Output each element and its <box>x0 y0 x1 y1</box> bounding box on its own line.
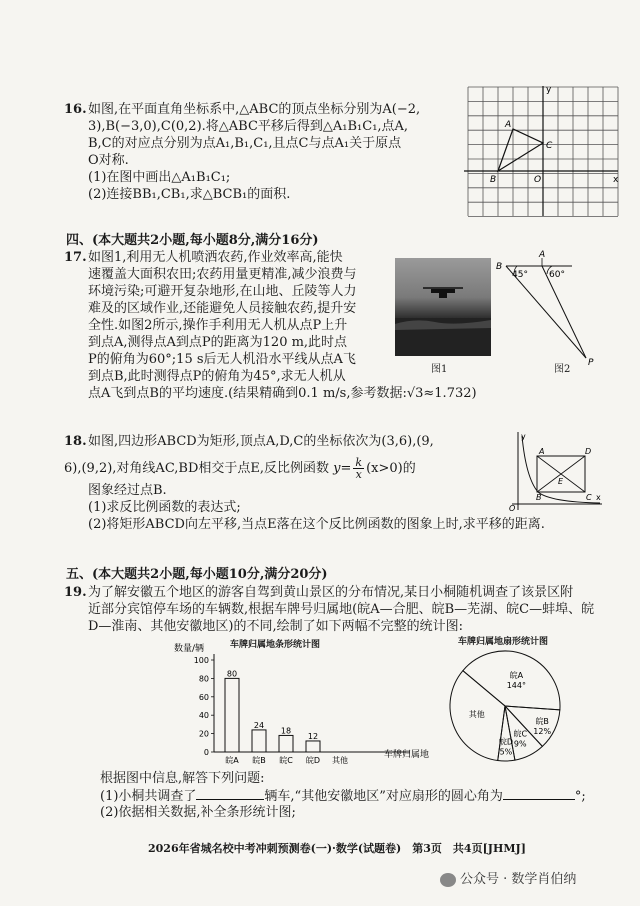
bar-y-tick-label: 80 <box>198 674 209 684</box>
drone-photo <box>395 258 491 356</box>
q19-number: 19. <box>64 585 87 600</box>
q18-formula-y: y= <box>333 461 352 476</box>
q18-label-b: B <box>536 493 542 502</box>
q16-text <box>88 101 420 203</box>
bar-y-tick-label: 0 <box>203 748 209 757</box>
q19-line: D—淮南、其他安徽地区)的不同,绘制了如下两幅不完整的统计图: <box>88 619 464 634</box>
bar <box>279 735 293 752</box>
q17-line: 速覆盖大面积农田;农药用量更精准,减少浪费与 <box>88 267 357 282</box>
q16-label-origin: O <box>534 175 542 185</box>
q17-line: 点A飞到点B的平均速度.(结果精确到0.1 m/s,参考数据:√3≈1.732) <box>88 386 477 401</box>
q18-label-d: D <box>585 447 592 456</box>
footer-text: 2026年省城名校中考冲刺预测卷(一)·数学(试题卷) 第3页 共4页[JHMJ] <box>148 842 526 855</box>
pie-value-label: 9% <box>513 739 527 749</box>
q18-line2-text: 6),(9,2),对角线AC,BD相交于点E,反比例函数 <box>64 461 330 476</box>
pie-value-label: 12% <box>533 726 552 736</box>
q17-fig2-angle-45: 45° <box>512 270 528 280</box>
q16-label-a: A <box>505 120 512 130</box>
q18-line2 <box>64 457 416 480</box>
q16-label-b: B <box>490 175 497 185</box>
fig1-label: 图1 <box>431 364 448 375</box>
q16-label-c: C <box>546 141 553 151</box>
q16-part2: (2)连接BB₁,CB₁,求△BCB₁的面积. <box>88 187 291 202</box>
q17-line: 如图1,利用无人机喷洒农药,作业效率高,能快 <box>88 250 343 265</box>
q17-line: 到点B,此时测得点P的俯角为45°,求无人机从 <box>88 369 346 384</box>
q16-grid-figure <box>458 80 624 220</box>
bar-y-tick-label: 60 <box>198 692 209 702</box>
bar-y-tick-label: 20 <box>198 729 209 739</box>
wechat-icon <box>440 873 456 887</box>
bar-data-label: 18 <box>280 726 292 736</box>
q19-line: 为了解安徽五个地区的游客自驾到黄山景区的分布情况,某日小桐随机调查了该景区附 <box>88 585 574 600</box>
q18-part1: (1)求反比例函数的表达式; <box>88 500 241 515</box>
pie-slice-label: 皖C <box>513 729 528 739</box>
bar <box>225 678 239 752</box>
bar-chart-ylabel: 数量/辆 <box>174 644 205 654</box>
drone-icon <box>395 258 491 356</box>
q19-blank-angle[interactable] <box>503 787 575 800</box>
q16-axis-y: y <box>546 85 552 95</box>
pie-chart-title: 车牌归属地扇形统计图 <box>458 637 549 647</box>
q18-graph <box>506 430 606 512</box>
q16-line: B,C的对应点分别为点A₁,B₁,C₁,且点C与点A₁关于原点 <box>88 136 402 151</box>
bar-category-label: 皖B <box>252 756 266 765</box>
q18-part2: (2)将矩形ABCD向左平移,当点E落在这个反比例函数的图象上时,求平移的距离. <box>88 517 545 532</box>
pie-chart <box>430 646 600 766</box>
q17-fig2-angle-60: 60° <box>549 270 565 280</box>
q16-part1: (1)在图中画出△A₁B₁C₁; <box>88 170 231 185</box>
q19-after: 根据图中信息,解答下列问题: <box>100 771 265 786</box>
q19-part1-a: (1)小桐共调查了 <box>100 789 197 804</box>
pie-value-label: 144° <box>506 680 526 690</box>
bar-category-label: 其他 <box>332 756 348 765</box>
q19-part1-c: °; <box>574 789 586 804</box>
pie-slice-label: 其他 <box>468 709 485 719</box>
watermark-label: 公众号 · 数学肖伯纳 <box>460 872 577 887</box>
bar-category-label: 皖A <box>225 756 239 765</box>
q18-label-c: C <box>586 493 592 502</box>
q18-line1: 如图,四边形ABCD为矩形,顶点A,D,C的坐标依次为(3,6),(9, <box>88 434 434 449</box>
q17-line: 到点A,测得点A到点P的距离为120 m,此时点 <box>88 335 348 350</box>
q19-line: 近部分宾馆停车场的车辆数,根据车牌号归属地(皖A—合肥、皖B—芜湖、皖C—蚌埠、皖 <box>88 602 595 617</box>
q18-number: 18. <box>64 434 87 449</box>
q16-triangle-abc <box>498 129 543 171</box>
pie-slice-label: 皖D <box>498 737 514 747</box>
q17-line: 环境污染;可避开复杂地形,在山地、丘陵等人力 <box>88 284 357 299</box>
q18-label-a: A <box>539 447 545 456</box>
q18-formula-numerator: k <box>355 456 363 469</box>
q18-formula-fraction <box>353 457 364 480</box>
q17-number: 17. <box>64 250 87 265</box>
q18-axis-x: x <box>596 493 601 502</box>
q19-part2: (2)依据相关数据,补全条形统计图; <box>100 805 296 820</box>
q17-fig2-label-p: P <box>588 358 594 368</box>
q16-axis-x: x <box>613 175 619 185</box>
q17-fig2-label-a: A <box>539 250 546 260</box>
q18-origin-label: O <box>509 504 516 512</box>
pie-slice-label: 皖A <box>509 670 524 680</box>
q18-label-e: E <box>558 477 564 486</box>
section4-header: 四、(本大题共2小题,每小题8分,满分16分) <box>66 233 319 248</box>
pie-slice-label: 皖B <box>535 716 549 726</box>
q18-formula-condition: (x>0)的 <box>366 461 416 476</box>
q19-part1-b: 辆车,“其他安徽地区”对应扇形的圆心角为 <box>264 789 503 804</box>
q17-line: 难及的区域作业,还能避免人员接触农药,提升安 <box>88 301 357 316</box>
bar-y-tick-label: 100 <box>193 656 209 665</box>
q17-line: P的俯角为60°;15 s后无人机沿水平线从点A飞 <box>88 352 356 367</box>
q19-blank-count[interactable] <box>196 787 264 800</box>
q19-part1 <box>100 787 586 805</box>
bar-category-label: 皖D <box>305 756 321 765</box>
watermark <box>440 868 576 887</box>
bar-data-label: 80 <box>226 669 238 679</box>
bar-chart-xlabel: 车牌归属地 <box>384 750 430 760</box>
q16-line: 如图,在平面直角坐标系中,△ABC的顶点坐标分别为A(−2, <box>88 102 421 117</box>
bar-y-tick-label: 40 <box>198 711 209 721</box>
fig2-label: 图2 <box>554 364 571 375</box>
section5-header: 五、(本大题共2小题,每小题10分,满分20分) <box>66 567 328 582</box>
bar-category-label: 皖C <box>279 756 293 765</box>
q17-figure2 <box>494 250 604 368</box>
bar-chart-title: 车牌归属地条形统计图 <box>230 640 321 650</box>
q18-line3: 图象经过点B. <box>88 483 167 498</box>
q16-line: O对称. <box>88 153 129 168</box>
bar <box>252 730 266 752</box>
q17-fig2-label-b: B <box>496 262 503 272</box>
bar-data-label: 24 <box>253 720 265 730</box>
bar-data-label: 12 <box>307 731 319 741</box>
q16-line: 3),B(−3,0),C(0,2).将△ABC平移后得到△A₁B₁C₁,点A, <box>88 119 409 134</box>
bar <box>306 741 320 752</box>
q18-formula-denominator: x <box>355 468 362 481</box>
pie-value-label: 5% <box>499 747 513 757</box>
q17-line: 全性.如图2所示,操作手利用无人机从点P上升 <box>88 318 348 333</box>
bar-chart <box>170 640 430 768</box>
q18-axis-y: y <box>521 432 526 441</box>
q16-number: 16. <box>64 102 87 117</box>
